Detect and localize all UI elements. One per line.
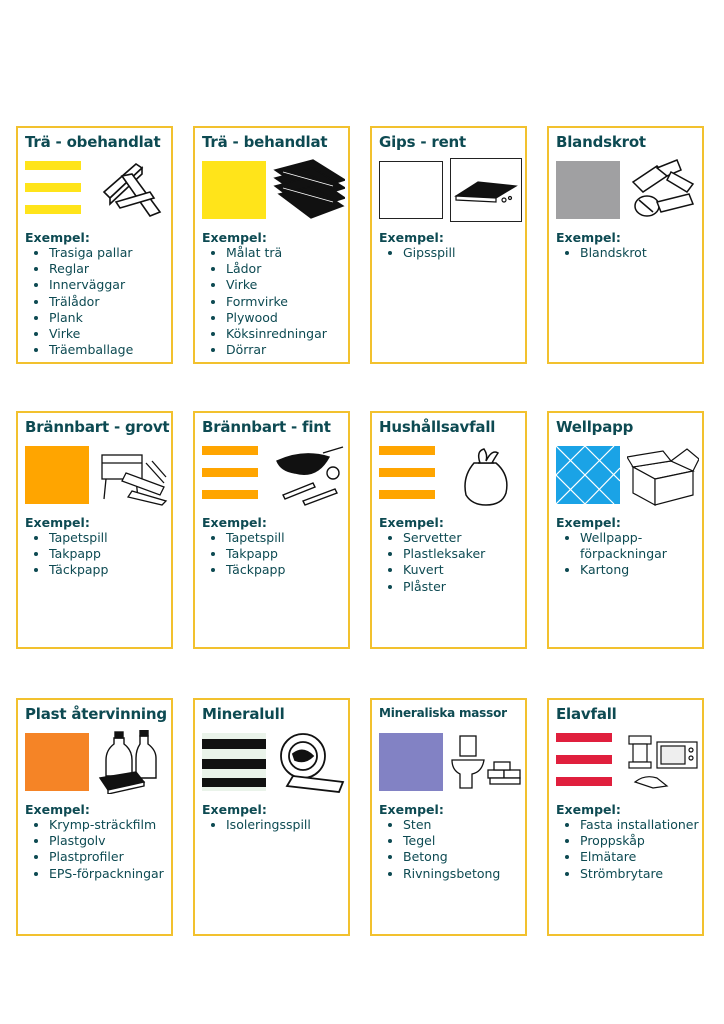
list-item: • Täckpapp	[226, 562, 352, 578]
list-item: • Proppskåp	[580, 833, 706, 849]
list-item: • Virke	[226, 277, 352, 293]
color-swatch	[202, 161, 266, 219]
waste-category-card	[370, 411, 527, 649]
list-item: • Krymp-sträckfilm	[49, 817, 175, 833]
waste-category-card	[547, 411, 704, 649]
example-list	[202, 245, 352, 358]
waste-category-card	[547, 698, 704, 936]
list-item: • Fasta installationer	[580, 817, 706, 833]
color-swatch	[556, 446, 620, 504]
color-swatch	[25, 733, 89, 791]
gypsum-board-icon	[450, 158, 522, 222]
list-item: • Tapetspill	[226, 530, 352, 546]
example-list	[379, 530, 529, 595]
card-title: Trä - behandlat	[202, 133, 328, 151]
list-item: • Trasiga pallar	[49, 245, 175, 261]
example-label: Exempel:	[202, 802, 267, 817]
list-item: • Trälådor	[49, 294, 175, 310]
card-title: Plast återvinning	[25, 705, 167, 723]
list-item: • Virke	[49, 326, 175, 342]
scrap-metal-icon	[627, 158, 699, 222]
list-item: • Blandskrot	[580, 245, 706, 261]
list-item: • EPS-förpackningar	[49, 866, 175, 882]
cardboard-box-icon	[627, 443, 699, 507]
list-item: • Gipsspill	[403, 245, 529, 261]
list-item: • Plank	[49, 310, 175, 326]
card-title: Mineralull	[202, 705, 285, 723]
example-label: Exempel:	[379, 230, 444, 245]
list-item: • Lådor	[226, 261, 352, 277]
list-item: • Sten	[403, 817, 529, 833]
card-title: Blandskrot	[556, 133, 646, 151]
example-list	[25, 530, 175, 579]
example-label: Exempel:	[25, 230, 90, 245]
example-label: Exempel:	[202, 230, 267, 245]
color-swatch	[556, 733, 620, 791]
card-title: Mineraliska massor	[379, 706, 507, 720]
list-item: • Betong	[403, 849, 529, 865]
example-list	[25, 245, 175, 358]
example-list	[202, 530, 352, 579]
card-title: Wellpapp	[556, 418, 634, 436]
waste-category-card	[193, 698, 350, 936]
example-list	[25, 817, 175, 882]
example-label: Exempel:	[556, 515, 621, 530]
waste-category-card	[370, 126, 527, 364]
list-item: • Takpapp	[226, 546, 352, 562]
waste-category-card	[16, 411, 173, 649]
waste-category-card	[370, 698, 527, 936]
list-item: • Kuvert	[403, 562, 529, 578]
list-item: • Rivningsbetong	[403, 866, 529, 882]
example-list	[379, 817, 529, 882]
example-list	[379, 245, 529, 261]
list-item: • Kartong	[580, 562, 706, 578]
card-title: Brännbart - fint	[202, 418, 331, 436]
trash-bag-icon	[450, 443, 522, 507]
waste-category-card	[16, 698, 173, 936]
color-swatch	[379, 733, 443, 791]
plastic-bottles-icon	[96, 730, 168, 794]
list-item: • Isoleringsspill	[226, 817, 352, 833]
example-list	[556, 245, 706, 261]
list-item: • Formvirke	[226, 294, 352, 310]
color-swatch	[379, 446, 443, 504]
example-label: Exempel:	[25, 802, 90, 817]
list-item: • Plåster	[403, 579, 529, 595]
example-label: Exempel:	[556, 802, 621, 817]
example-label: Exempel:	[25, 515, 90, 530]
example-list	[556, 817, 706, 882]
waste-category-card	[547, 126, 704, 364]
list-item: • Träemballage	[49, 342, 175, 358]
list-item: • Wellpapp-förpackningar	[580, 530, 706, 562]
list-item: • Köksinredningar	[226, 326, 352, 342]
list-item: • Takpapp	[49, 546, 175, 562]
waste-category-card	[16, 126, 173, 364]
card-title: Trä - obehandlat	[25, 133, 161, 151]
furniture-pile-icon	[96, 443, 168, 507]
list-item: • Plastgolv	[49, 833, 175, 849]
waste-category-card	[193, 411, 350, 649]
list-item: • Målat trä	[226, 245, 352, 261]
color-swatch	[202, 446, 266, 504]
list-item: • Plastprofiler	[49, 849, 175, 865]
list-item: • Strömbrytare	[580, 866, 706, 882]
example-label: Exempel:	[379, 515, 444, 530]
card-title: Elavfall	[556, 705, 617, 723]
color-swatch	[379, 161, 443, 219]
color-swatch	[25, 446, 89, 504]
list-item: • Elmätare	[580, 849, 706, 865]
card-title: Hushållsavfall	[379, 418, 496, 436]
list-item: • Servetter	[403, 530, 529, 546]
list-item: • Reglar	[49, 261, 175, 277]
appliances-icon	[627, 730, 699, 794]
list-item: • Tegel	[403, 833, 529, 849]
rubbish-icon	[273, 443, 345, 507]
planks-icon	[96, 158, 168, 222]
example-label: Exempel:	[379, 802, 444, 817]
toilet-bricks-icon	[450, 730, 522, 794]
example-label: Exempel:	[202, 515, 267, 530]
board-stack-icon	[273, 158, 345, 222]
example-list	[202, 817, 352, 833]
color-swatch	[202, 733, 266, 791]
list-item: • Tapetspill	[49, 530, 175, 546]
list-item: • Täckpapp	[49, 562, 175, 578]
insulation-roll-icon	[273, 730, 345, 794]
color-swatch	[25, 161, 89, 219]
list-item: • Plywood	[226, 310, 352, 326]
waste-category-card	[193, 126, 350, 364]
list-item: • Dörrar	[226, 342, 352, 358]
example-label: Exempel:	[556, 230, 621, 245]
list-item: • Plastleksaker	[403, 546, 529, 562]
card-title: Brännbart - grovt	[25, 418, 170, 436]
example-list	[556, 530, 706, 579]
color-swatch	[556, 161, 620, 219]
card-title: Gips - rent	[379, 133, 467, 151]
list-item: • Innerväggar	[49, 277, 175, 293]
